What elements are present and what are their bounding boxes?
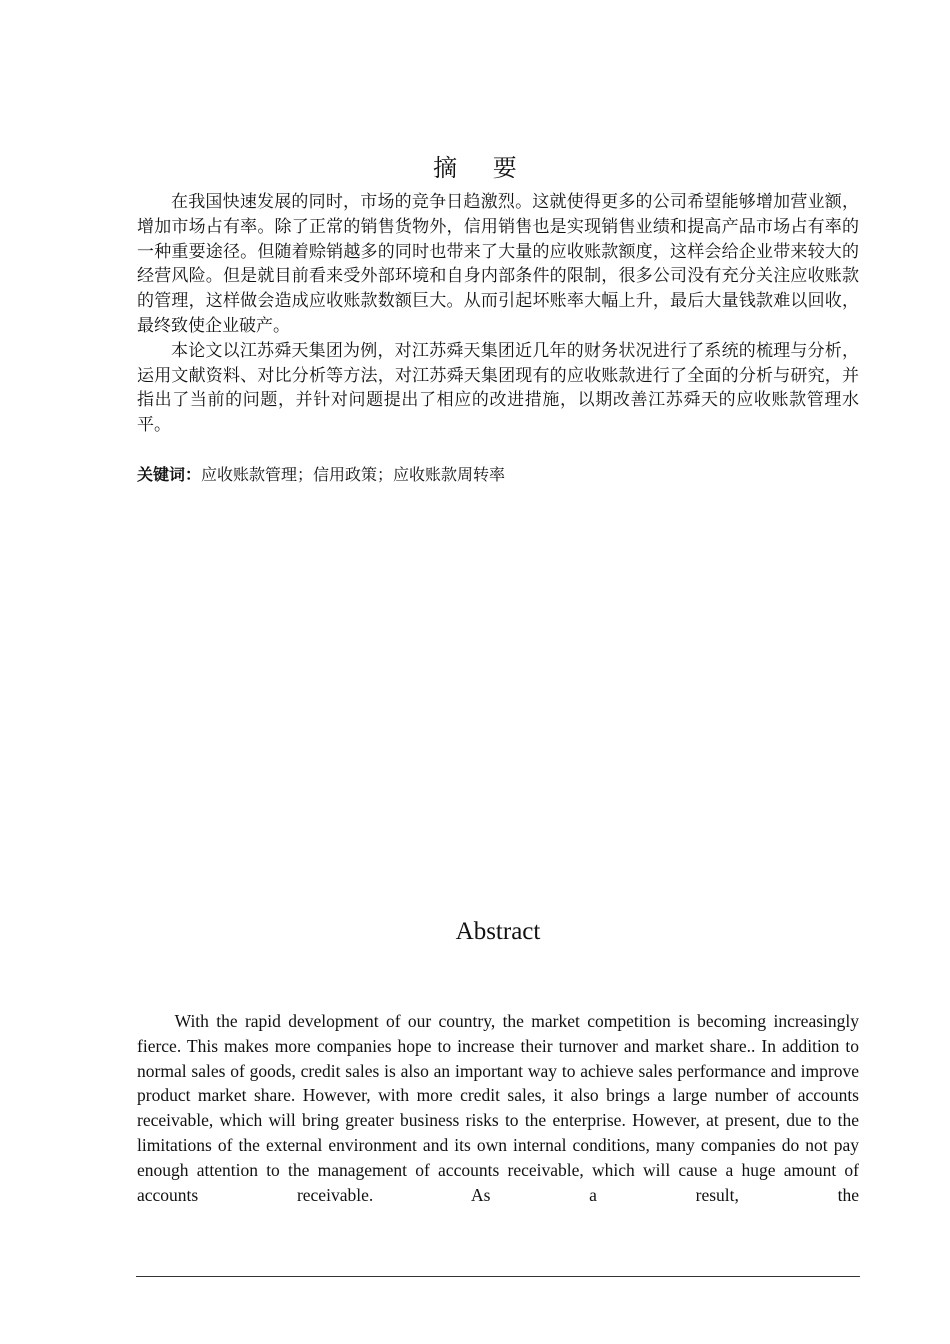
chinese-abstract-title: 摘 要 [433,154,531,182]
chinese-abstract-paragraph-1: 在我国快速发展的同时，市场的竞争日趋激烈。这就使得更多的公司希望能够增加营业额，增加市场占有率。除了正常的销售货物外，信用销售也是实现销售业绩和提高产品市场占有率的一种重要途径。但随着赊销越多的同时也带来了大量的应收账款额度，这样会给企业带来较大的经营风险。但是就目前看来受外部环境和自身内部条件的限制，很多公司没有充分关注应收账款的管理，这样做会造成应收账款数额巨大。从而引起坏账率大幅上升，最后大量钱款难以回收，最终致使企业破产。 [137,192,859,336]
english-abstract-title: Abstract [455,918,541,945]
keywords-label: 关键词： [137,465,202,484]
footer-divider [136,1276,860,1277]
chinese-abstract-body [137,190,859,438]
english-abstract-paragraph-1: With the rapid development of our country, the market competition is becoming increasingly fierce. This makes more companies hope to increase their turnover and market share.. In addition to normal sales of goods, credit sales is also an important way to achieve sales performance and improve product market share. However, with more credit sales, it also brings a large number of accounts receivable, which will bring greater business risks to the enterprise. However, at present, due to the limitations of the external environment and its own internal conditions, many companies do not pay enough attention to the management of accounts receivable, which will cause a huge amount of accounts receivable. As a result, the [137,1011,859,1205]
keywords-list: 应收账款管理；信用政策；应收账款周转率 [201,465,506,484]
chinese-keywords [137,463,859,487]
english-abstract-body [137,1009,859,1207]
chinese-abstract-paragraph-2: 本论文以江苏舜天集团为例，对江苏舜天集团近几年的财务状况进行了系统的梳理与分析，运用文献资料、对比分析等方法，对江苏舜天集团现有的应收账款进行了全面的分析与研究，并指出了当前的问题，并针对问题提出了相应的改进措施，以期改善江苏舜天的应收账款管理水平。 [137,340,859,436]
